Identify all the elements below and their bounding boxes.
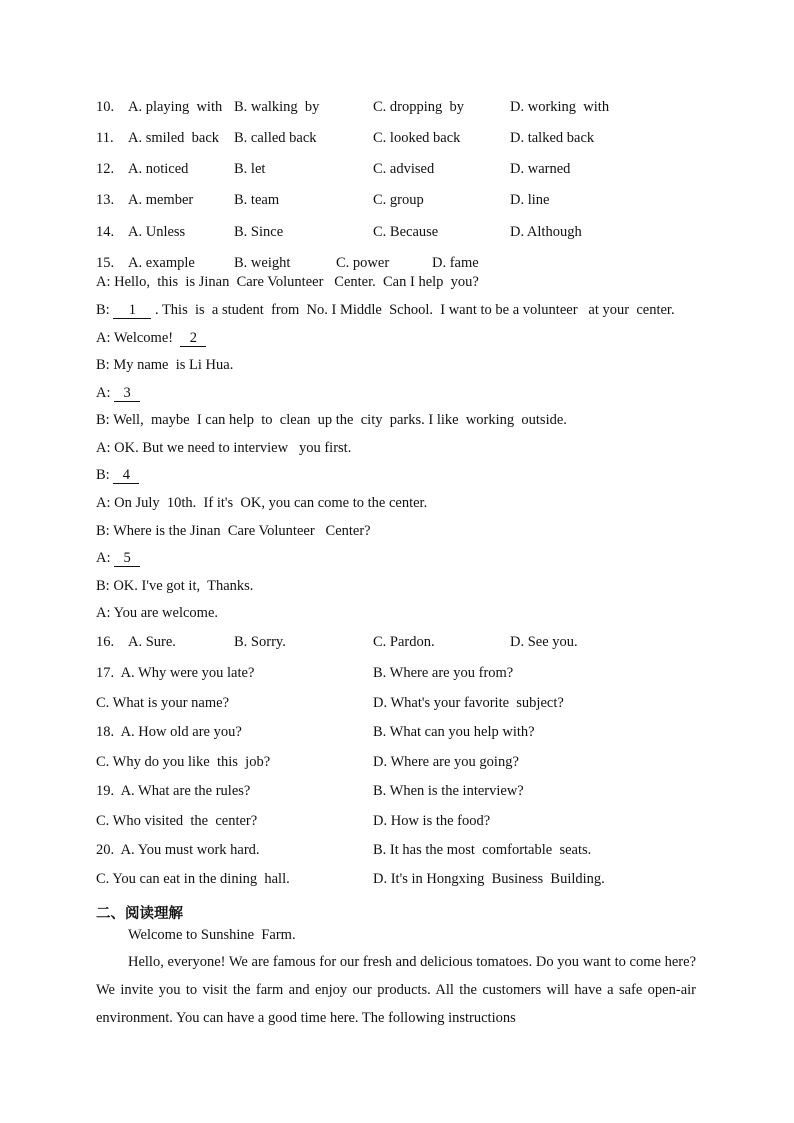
option-c: C. looked back <box>373 130 461 146</box>
dialogue-line: A: 5 <box>96 550 140 567</box>
option-a: A. playing with <box>128 99 223 115</box>
option-left: 19. A. What are the rules? <box>96 783 251 799</box>
dialogue-line: B: My name is Li Hua. <box>96 357 234 373</box>
question-number: 15. <box>96 255 115 271</box>
option-a: A. example <box>128 255 195 271</box>
option-right: B. What can you help with? <box>373 724 535 740</box>
option-c: C. power <box>336 255 390 271</box>
option-left: C. Why do you like this job? <box>96 754 271 770</box>
option-right: D. It's in Hongxing Business Building. <box>373 871 605 887</box>
option-d: D. working with <box>510 99 610 115</box>
dialogue-line: B: 1 . This is a student from No. I Middle School. I want to be a volunteer at your center. <box>96 302 675 318</box>
option-c: C. Because <box>373 224 439 240</box>
option-a: A. Sure. <box>128 634 176 650</box>
passage-title: Welcome to Sunshine Farm. <box>128 927 296 943</box>
option-a: A. smiled back <box>128 130 220 146</box>
option-left: 20. A. You must work hard. <box>96 842 260 858</box>
option-left: C. Who visited the center? <box>96 813 258 829</box>
option-left: 18. A. How old are you? <box>96 724 242 740</box>
option-b: B. Since <box>234 224 284 240</box>
dialogue-line: A: Welcome! 2 <box>96 330 206 347</box>
option-left: C. You can eat in the dining hall. <box>96 871 290 887</box>
option-c: C. advised <box>373 161 435 177</box>
question-number: 14. <box>96 224 115 240</box>
dialogue-line: A: OK. But we need to interview you first. <box>96 440 352 456</box>
question-number: 13. <box>96 192 115 208</box>
option-c: C. dropping by <box>373 99 465 115</box>
question-number: 11. <box>96 130 114 146</box>
option-c: C. group <box>373 192 424 208</box>
dialogue-line: A: You are welcome. <box>96 605 219 621</box>
answer-blank-2: 2 <box>180 331 206 347</box>
option-a: A. noticed <box>128 161 189 177</box>
option-c: C. Pardon. <box>373 634 435 650</box>
option-d: D. talked back <box>510 130 595 146</box>
option-right: D. Where are you going? <box>373 754 519 770</box>
option-right: D. How is the food? <box>373 813 491 829</box>
option-d: D. line <box>510 192 550 208</box>
answer-blank-3: 3 <box>114 386 140 402</box>
dialogue-line: A: On July 10th. If it's OK, you can come to the center. <box>96 495 428 511</box>
question-number: 10. <box>96 99 115 115</box>
question-number: 16. <box>96 634 115 650</box>
option-left: C. What is your name? <box>96 695 230 711</box>
section-heading: 二、阅读理解 <box>96 906 183 922</box>
answer-blank-1: 1 <box>113 303 151 319</box>
option-b: B. walking by <box>234 99 320 115</box>
option-right: D. What's your favorite subject? <box>373 695 564 711</box>
option-b: B. weight <box>234 255 291 271</box>
option-a: A. Unless <box>128 224 186 240</box>
passage-paragraph: Hello, everyone! We are famous for our fresh and delicious tomatoes. Do you want to come here? We invite you to visit the farm and enjoy our products. All the customers will have a safe open-air environment. You can have a good time here. The following instructions <box>96 954 696 1026</box>
option-b: B. Sorry. <box>234 634 286 650</box>
option-right: B. Where are you from? <box>373 665 514 681</box>
answer-blank-4: 4 <box>113 468 139 484</box>
option-d: D. See you. <box>510 634 578 650</box>
option-d: D. warned <box>510 161 571 177</box>
dialogue-line: B: Where is the Jinan Care Volunteer Center? <box>96 523 371 539</box>
option-b: B. team <box>234 192 280 208</box>
option-left: 17. A. Why were you late? <box>96 665 255 681</box>
option-d: D. Although <box>510 224 582 240</box>
answer-blank-5: 5 <box>114 551 140 567</box>
dialogue-line: A: 3 <box>96 385 140 402</box>
dialogue-line: B: OK. I've got it, Thanks. <box>96 578 254 594</box>
option-b: B. called back <box>234 130 317 146</box>
option-d: D. fame <box>432 255 479 271</box>
option-right: B. It has the most comfortable seats. <box>373 842 592 858</box>
dialogue-line: B: 4 <box>96 467 139 484</box>
dialogue-line: B: Well, maybe I can help to clean up the city parks. I like working outside. <box>96 412 567 428</box>
question-number: 12. <box>96 161 115 177</box>
option-right: B. When is the interview? <box>373 783 524 799</box>
option-a: A. member <box>128 192 194 208</box>
option-b: B. let <box>234 161 266 177</box>
dialogue-line: A: Hello, this is Jinan Care Volunteer Center. Can I help you? <box>96 274 479 290</box>
